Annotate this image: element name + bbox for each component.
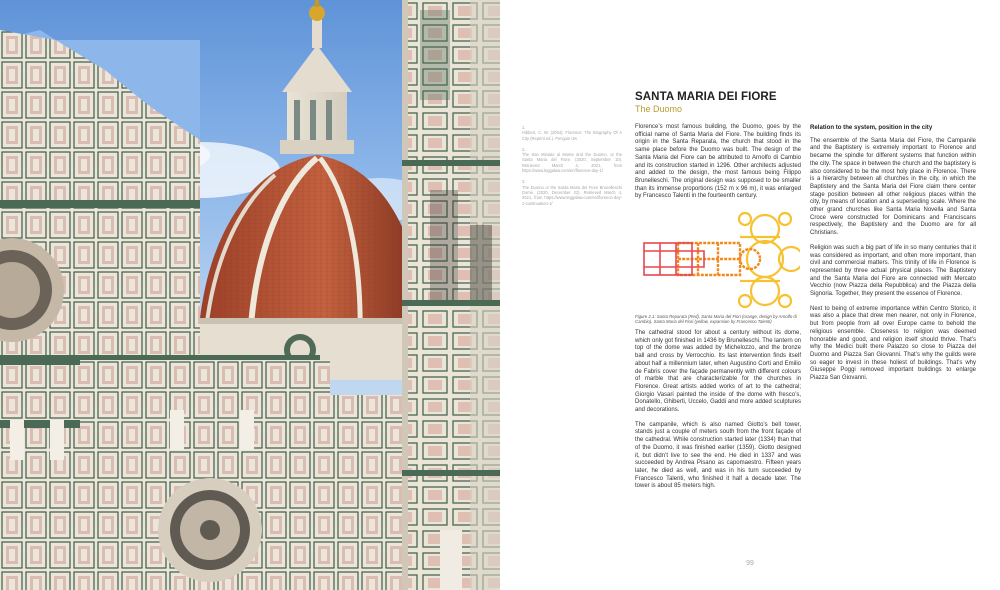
paragraph: Florence’s most famous building, the Duomo, goes by the official name of Santa Maria del Fiore. The building finds its origin in the Santa Reparata, the church that stood in the same place before the Duomo was built. The design of the Santa Maria del Fiore can be attributed to Arnolfo di Cambio and its construction started in 1296. Other architects adjusted and added to the design, the most famous being Filippo Brunelleschi. The original design was supposed to be smaller than its immense proportions (152 m x 96 m), it was enlarged by Francesco Talenti in the fourteenth century. bbox=[635, 124, 801, 200]
paragraph: Next to being of extreme importance within Centro Storico, it was also a place that drew men nearer, not only in Florence, but from people from all over Europe came to behold the religious ensemble. Closeness to religion was deemed honorable and good, and religion itself should thrive. That’s why the Medici built there Palazzo so close to Piazza del Duomo and Piazza San Giovanni. That’s why the guilds were so eager to invest in these holiest of buildings. That’s why Giuseppe Poggi removed important buildings to enlarge Piazza San Giovanni. bbox=[810, 305, 976, 382]
plan-yellow-expansion bbox=[739, 213, 800, 307]
footnote-number: 2. bbox=[522, 146, 526, 152]
page-number: 99 bbox=[746, 560, 754, 567]
footnote-text: The Duomo or the Santa Maria del Fiore Brunelleschi Dome. (2020, December 22). Retrieved March 4, 2021, from https://www.leggalaw.com/en/florence-day-1-continuation-1/ bbox=[522, 184, 622, 206]
footnote-number: 1. bbox=[522, 125, 526, 130]
figure-caption: Figure 2.1: Santa Reparata (Red), Santa Maria del Fiori (orange, design by Arnolfo di Cambio), Santa Maria del Fiori (yellow, expansion by Francesco Talenti) bbox=[635, 314, 797, 325]
intro-column bbox=[635, 124, 801, 208]
history-column bbox=[635, 330, 801, 498]
section-heading: Relation to the system, position in the city bbox=[810, 124, 933, 131]
footnote-text: Hibbert, C. W. (2004). Florence: The Biography Of A City (Reprint ed.). Penguin UK. bbox=[522, 130, 622, 141]
footnote bbox=[522, 147, 622, 173]
paragraph: The ensemble of the Santa Maria del Fiore, the Campanile and the Baptistery is extremely important to Florence and became the spindle for different systems that function within the city. The space in between the church and the baptistery is also considered to be the most holy place in Florence. There is a hierarchy between all churches in the city, in which the Baptistery and the Santa Maria del Fiore claim there center stage position between all other religious places within the city, by means of location and a superseding scale. Where the other grand churches like Santa Maria Novella and Santa Croce were constructed for Dominicans and Franciscans respectively, the Baptistery and the Duomo are for all Christians. bbox=[810, 137, 976, 237]
relation-column bbox=[810, 124, 976, 390]
footnote bbox=[522, 125, 622, 141]
page-title: SANTA MARIA DEI FIORE bbox=[635, 91, 777, 103]
paragraph: The cathedral stood for about a century without its dome, which only got finished in 1436 by Brunelleschi. The lantern on top of the dome was added by Michelozzo, and the bronze ball and cross by Verrocchio. Its last intervention finds itself about half a millennium later, when Augustino Corti and Emilio de Fabris cover the façade permanently with different colours of marble that are characterizable for the churches in Florence. Great artists added works of art to the cathedral; Giorgio Vasari painted the inside of the dome with fresco’s, Donatello, Ghiberti, Uccelo, Gaddi and more added sculptures and decorations. bbox=[635, 330, 801, 414]
text-page bbox=[500, 0, 1000, 590]
page-subtitle: The Duomo bbox=[635, 104, 683, 114]
floor-plan-figure bbox=[640, 207, 800, 315]
footnote-text: The San Miniato al Monte and the Duomo, or the Santa Maria del Fiore. (2020, September 10). Retrieved March 4, 2021, from https://www.leggalaw.com/en/florence-day-1/ bbox=[522, 152, 622, 174]
paragraph: Religion was such a big part of life in so many centuries that it was considered as important, and often more important, than civil and commercial matters. This trinity of life in Florence is represented by three actual physical places. The Baptistery and the Santa Maria del Fiore are connected with Mercato Vecchio (now Piazza della Repubblica) and the Piazza della Signoria. Together, they present the essence of Florence. bbox=[810, 244, 976, 298]
footnotes bbox=[522, 125, 622, 212]
paragraph: The campanile, which is also named Giotto’s bell tower, stands just a couple of meters south from the front façade of the cathedral. While construction started later (1334) than that of the Duomo, it was finished earlier (1359). Giotto designed it, but didn’t live to see the end. He died in 1337 and was succeeded by Andrea Pisano as capomaestro. Fifteen years later, he died as well, and was in his turn succeeded by Francesco Talenti, who finished it half a decade later. The tower is about 85 meters high. bbox=[635, 421, 801, 490]
footnote-number: 3. bbox=[522, 179, 526, 185]
footnote bbox=[522, 179, 622, 205]
